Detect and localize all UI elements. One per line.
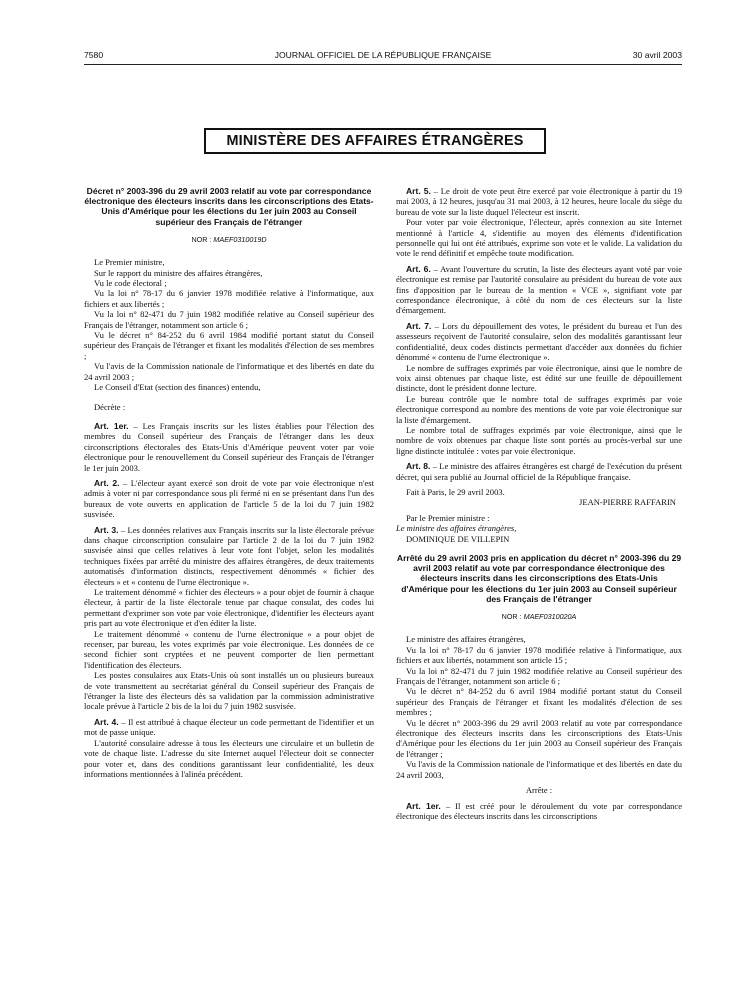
spacer: [84, 779, 374, 784]
arrete-word: Arrête :: [525, 785, 553, 796]
article-paragraph: Le nombre de suffrages exprimés par voie électronique, ainsi que le nombre de voix ainsi obtenues par chaque liste, est édité sur une feuille de dépouillement distincte, dont le président donne lecture.: [396, 362, 682, 394]
arrete-preamble-line: Vu la loi n° 78-17 du 6 janvier 1978 modifiée relative à l'informatique, aux fichiers et aux libertés, notamment son article 15 ;: [396, 644, 682, 666]
preamble-line: Vu le décret n° 84-252 du 6 avril 1984 modifié portant statut du Conseil supérieur des Français de l'étranger et fixant les modalités d'élection de ses membres ;: [84, 330, 374, 361]
running-header: [84, 50, 682, 64]
done-at: Fait à Paris, le 29 avril 2003.: [406, 486, 505, 497]
preamble-line: Vu la loi n° 78-17 du 6 janvier 1978 modifiée relative à l'informatique, aux fichiers et aux libertés ;: [84, 288, 374, 309]
article-label: Art. 3.: [94, 524, 119, 535]
right-column: [396, 186, 682, 821]
article-paragraph: L'autorité consulaire adresse à tous les électeurs une circulaire et un bulletin de vote de chaque liste. L'adresse du site Internet auquel l'électeur doit se connecter pour voter et, dans des conditions garantissant leur confidentialité, les deux informations mentionnées à l'alinéa précédent.: [84, 737, 374, 779]
article-paragraph: Art. 8. – Le ministre des affaires étrangères est chargé de l'exécution du présent décret, qui sera publié au Journal officiel de la République française.: [396, 461, 682, 482]
by-prime-minister: Par le Premier ministre :: [406, 512, 490, 523]
decree-nor-code: MAEF0310019D: [213, 234, 267, 244]
page-number: 7580: [84, 50, 104, 60]
decree-nor: NOR : MAEF0310019D: [191, 234, 267, 244]
signatory: JEAN-PIERRE RAFFARIN: [579, 497, 676, 508]
arrete-preamble-line: Vu l'avis de la Commission nationale de l'informatique et des libertés en date du 24 avril 2003,: [396, 759, 682, 780]
spacer: [396, 544, 682, 553]
article-paragraph: Art. 3. – Les données relatives aux Français inscrits sur la liste électorale prévue dans chaque circonscription consulaire par l'article 2 de la loi du 7 juin 1982 susvisée ainsi que celles relatives à leur vote font l'objet, selon les modalités techniques fixées par arrêté du ministre des affaires étrangères, de deux traitements automatisés d'information distincts, respectivement dénommés « fichier des électeurs » et « contenu de l'urne électronique ».: [84, 524, 374, 587]
article-paragraph: Art. 2. – L'électeur ayant exercé son droit de vote par voie électronique n'est admis à voter ni par correspondance sous pli fermé ni en se présentant dans l'un des bureaux de vote ouverts en application de l'article 5 de la loi du 7 juin 1982 susvisée.: [84, 477, 374, 520]
preamble-line: Le Premier ministre,: [94, 257, 165, 268]
article-label: Art. 5.: [406, 186, 431, 196]
preamble-line: Vu le code électoral ;: [94, 278, 167, 289]
spacer: [84, 412, 374, 421]
arrete-preamble-line: Vu le décret n° 84-252 du 6 avril 1984 modifié portant statut du Conseil supérieur des Français de l'étranger et fixant les modalités d'élection de ses membres ;: [396, 686, 682, 718]
article-paragraph: Pour voter par voie électronique, l'électeur, après connexion au site Internet mentionné à l'article 4, s'identifie au moyen des éléments d'identification personnelle qui lui ont été attribués, exprime son vote et le valide. La validation du vote le rend définitif et empêche toute modification.: [396, 217, 682, 259]
arrete-title: Arrêté du 29 avril 2003 pris en application du décret n° 2003-396 du 29 avril 2003 relatif au vote par correspondance électronique des électeurs inscrits dans les circonscriptions des Etats-Unis d'Amérique pour les élections du 1er juin 2003 au Conseil supérieur des Français de l'étranger: [396, 553, 682, 604]
article-paragraph: Le bureau contrôle que le nombre total de suffrages exprimés par voie électronique correspond au nombre des mentions de vote par voie électronique sur la liste d'émargement.: [396, 393, 682, 425]
article-label: Art. 6.: [406, 263, 431, 274]
minister-title: Le ministre des affaires étrangères,: [396, 523, 517, 534]
arrete-nor-code: MAEF0310020A: [523, 612, 577, 622]
decree-title: Décret n° 2003-396 du 29 avril 2003 relatif au vote par correspondance électronique des électeurs inscrits dans les circonscriptions des Etats-Unis d'Amérique pour les élections du 1er juin 2003 au Conseil supérieur des Français de l'étranger: [84, 186, 374, 227]
spacer: [84, 393, 374, 402]
article-paragraph: Art. 6. – Avant l'ouverture du scrutin, la liste des électeurs ayant voté par voie électronique est remise par l'autorité consulaire au président du bureau de vote aux fins d'apposition par le bureau de la mention « VCE », signifiant vote par correspondance électronique, à côté du nom de ces électeurs sur la liste d'émargement.: [396, 263, 682, 316]
article-paragraph: Art. 1er. – Les Français inscrits sur les listes établies pour l'élection des membres du Conseil supérieur des Français de l'étranger dans les deux circonscriptions électorales des Etats-Unis d'Amérique peuvent voter par voie électronique pour le renouvellement du Conseil supérieur des Français de l'étranger le 1er juin 2003.: [84, 420, 374, 473]
article-paragraph: Le traitement dénommé « contenu de l'urne électronique » a pour objet de recenser, par bureau, les votes exprimés par voie électronique. Les données de ce second fichier sont cryptées et ne peuvent comporter de lien permettant l'identification des électeurs.: [84, 628, 374, 670]
arrete-preamble-line: Le ministre des affaires étrangères,: [406, 634, 526, 645]
issue-date: 30 avril 2003: [632, 50, 682, 60]
arrete-nor: NOR : MAEF0310020A: [501, 612, 577, 622]
decrete-word: Décrète :: [94, 401, 126, 412]
arrete-article-1: Art. 1er. – Il est créé pour le déroulement du vote par correspondance électronique des électeurs inscrits dans les circonscriptions: [396, 800, 682, 821]
minister-name: DOMINIQUE DE VILLEPIN: [406, 533, 510, 544]
article-paragraph: Art. 4. – Il est attribué à chaque électeur un code permettant de l'identifier et un mot de passe unique.: [84, 716, 374, 738]
preamble-line: Sur le rapport du ministre des affaires étrangères,: [94, 267, 263, 278]
ministry-heading: MINISTÈRE DES AFFAIRES ÉTRANGÈRES: [204, 128, 546, 154]
article-label: Art. 1er.: [406, 800, 441, 811]
article-paragraph: Art. 7. – Lors du dépouillement des votes, le président du bureau et l'un des assesseurs reçoivent de l'autorité consulaire, selon des modalités garantissant leur confidentialité, deux codes distincts permettant d'accéder aux données du fichier dénommé « contenu de l'urne électronique ».: [396, 320, 682, 363]
preamble-line: Vu la loi n° 82-471 du 7 juin 1982 modifiée relative au Conseil supérieur des Français de l'étranger, notamment son article 6 ;: [84, 309, 374, 330]
article-label: Art. 1er.: [94, 420, 129, 431]
article-label: Art. 8.: [406, 461, 431, 472]
left-column: [84, 186, 374, 784]
journal-title: JOURNAL OFFICIEL DE LA RÉPUBLIQUE FRANÇAISE: [274, 50, 492, 60]
arrete-preamble-line: Vu le décret n° 2003-396 du 29 avril 2003 relatif au vote par correspondance électronique des électeurs inscrits dans les circonscriptions des Etats-Unis d'Amérique pour les élections du 1er juin 2003 au Conseil supérieur des Français de l'étranger ;: [396, 717, 682, 759]
preamble-line: Vu l'avis de la Commission nationale de l'informatique et des libertés en date du 24 avril 2003 ;: [84, 361, 374, 382]
preamble-line: Le Conseil d'Etat (section des finances) entendu,: [94, 382, 261, 393]
article-paragraph: Art. 5. – Le droit de vote peut être exercé par voie électronique à partir du 19 mai 2003, à 12 heures, jusqu'au 31 mai 2003, à 12 heures, heure locale du siège du bureau de vote sur la liste duquel l'électeur est inscrit.: [396, 186, 682, 217]
arrete-preamble-line: Vu la loi n° 82-471 du 7 juin 1982 modifiée relative au Conseil supérieur des Français de l'étranger, notamment son article 6 ;: [396, 665, 682, 687]
article-label: Art. 7.: [406, 320, 432, 331]
article-label: Art. 4.: [94, 716, 119, 727]
article-paragraph: Le traitement dénommé « fichier des électeurs » a pour objet de fournir à chaque électeur, à partir de la liste électorale tenue par chaque consulat, des codes lui permettant d'exprimer son vote par voie électronique, d'identifier les électeurs ayant pris part au vote électronique et d'en éditer la liste.: [84, 587, 374, 629]
header-rule: [84, 64, 682, 65]
article-paragraph: Les postes consulaires aux Etats-Unis où sont installés un ou plusieurs bureaux de vote transmettent au secrétariat général du Conseil supérieur des Français de l'étranger la liste des électeurs dès sa validation par la commission administrative locale prévue à l'article 2 bis de la loi du 7 juin 1982 susvisée.: [84, 670, 374, 712]
article-label: Art. 2.: [94, 477, 120, 488]
article-paragraph: Le nombre total de suffrages exprimés par voie électronique, ainsi que le nombre de voix obtenues par chaque liste sont portés au procès-verbal sur une ligne distincte intitulée : votes par voie électronique.: [396, 424, 682, 456]
